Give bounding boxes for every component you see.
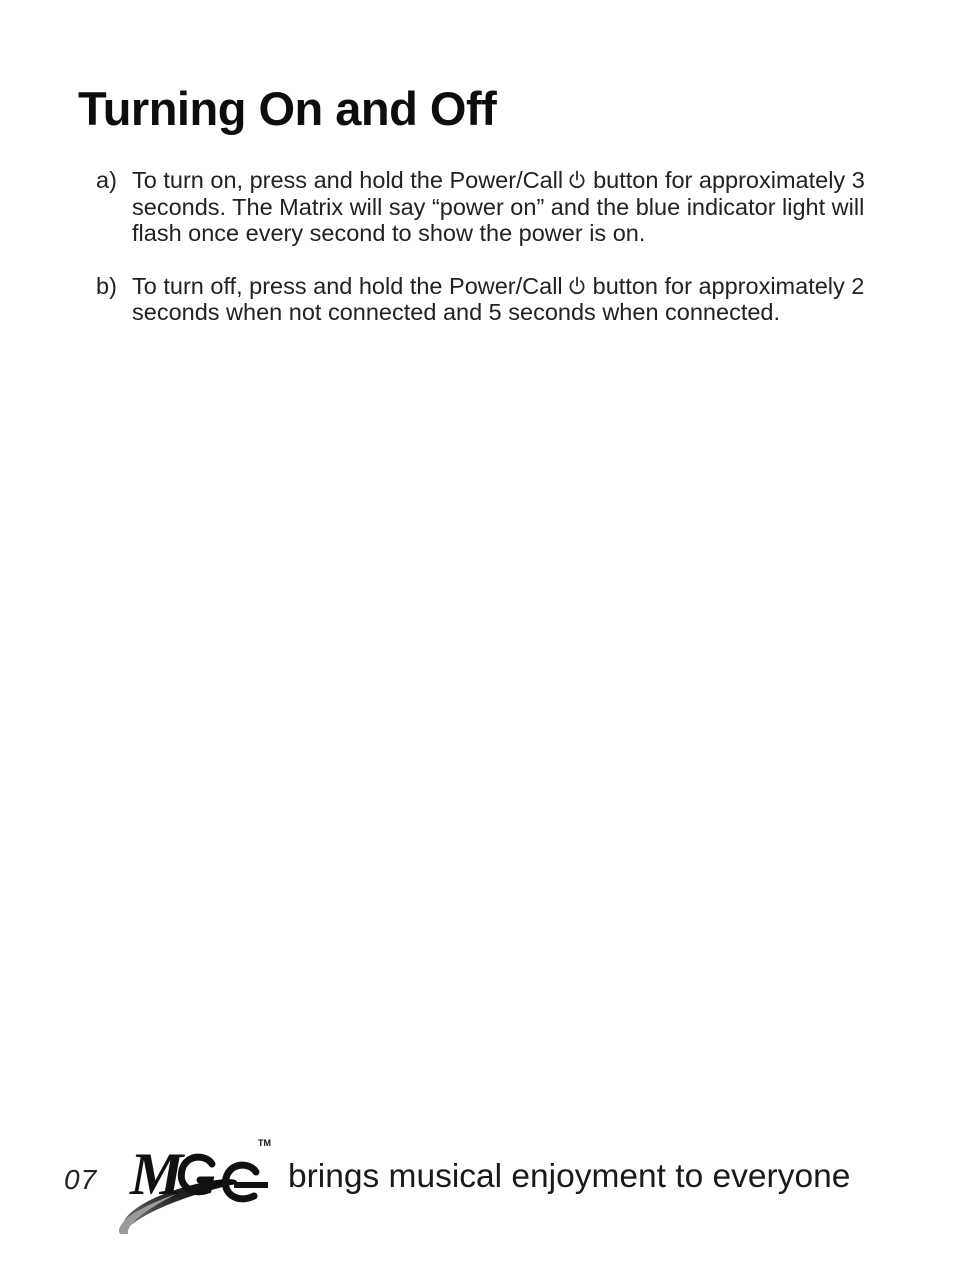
- tagline: brings musical enjoyment to everyone: [288, 1158, 851, 1195]
- step-text-after: button for approximately 2 seconds when not connected and 5 seconds when connected.: [132, 272, 865, 325]
- step-item: [96, 273, 886, 326]
- step-item: [96, 167, 886, 247]
- step-text-after: button for approximately 3 seconds. The Matrix will say “power on” and the blue indicator light will flash once every second to show the power is on.: [132, 167, 865, 246]
- step-marker: b): [96, 272, 117, 299]
- steps-list: [96, 167, 886, 352]
- step-marker: a): [96, 167, 117, 193]
- svg-text:M: M: [130, 1141, 180, 1207]
- step-text-before: To turn off, press and hold the Power/Call: [132, 272, 563, 299]
- step-text-before: To turn on, press and hold the Power/Call: [132, 167, 564, 193]
- power-icon: [567, 276, 587, 296]
- page-footer: [0, 1120, 954, 1240]
- svg-text:TM: TM: [258, 1138, 271, 1148]
- mgc-logo: [116, 1126, 281, 1238]
- power-icon: [567, 170, 587, 190]
- page-title: Turning On and Off: [78, 82, 497, 135]
- page-number: 07: [64, 1164, 98, 1195]
